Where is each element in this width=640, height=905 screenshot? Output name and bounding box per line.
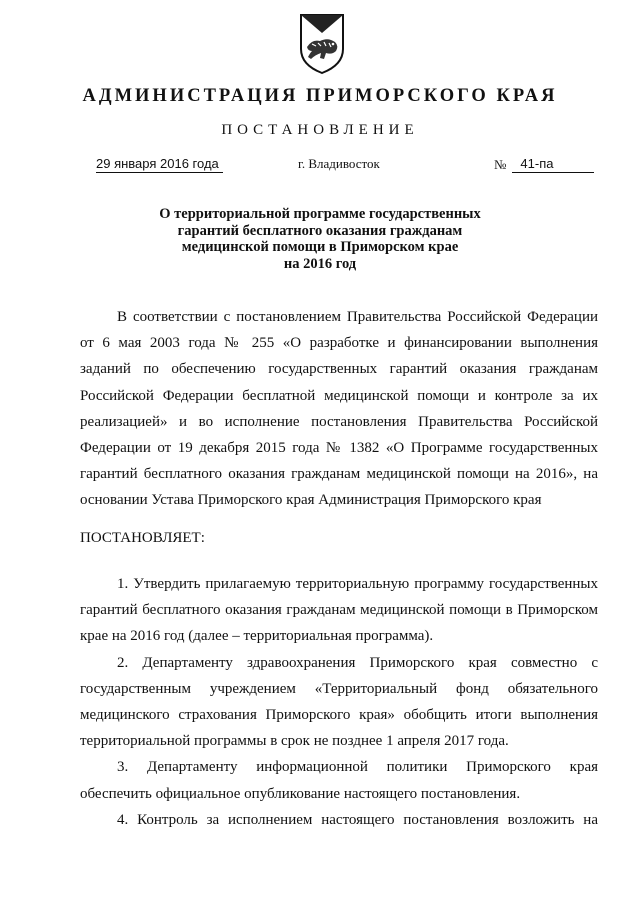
preamble-line: реализацией» и во исполнение постановления Правительства Российской	[80, 413, 598, 430]
decree-items	[80, 571, 598, 833]
preamble-line: Российской Федерации бесплатной медицинской помощи и контроле за их	[80, 387, 598, 404]
number-value: 41-па	[512, 156, 594, 173]
preamble-paragraph	[80, 304, 598, 514]
preamble-line: заданий по обеспечению государственных гарантий оказания гражданам	[80, 361, 598, 378]
preamble-line: от 6 мая 2003 года № 255 «О разработке и финансировании выполнения	[80, 335, 598, 352]
document-number	[494, 156, 594, 173]
coat-of-arms-icon	[298, 13, 346, 75]
title-line: гарантий бесплатного оказания гражданам	[177, 222, 463, 239]
number-symbol: №	[494, 157, 507, 172]
preamble-line: гарантий бесплатного оказания гражданам медицинской помощи на 2016», на	[80, 466, 598, 483]
item-1-line: гарантий бесплатного оказания гражданам медицинской помощи в Приморском	[80, 602, 598, 619]
item-2-line: территориальной программы в срок не позднее 1 апреля 2017 года.	[80, 733, 509, 750]
organization-name: АДМИНИСТРАЦИЯ ПРИМОРСКОГО КРАЯ	[82, 86, 558, 106]
item-1-line: крае на 2016 год (далее – территориальная программа).	[80, 628, 434, 645]
title-line: О территориальной программе государственных	[159, 206, 481, 222]
document-city: г. Владивосток	[298, 156, 380, 171]
preamble-line: Федерации от 19 декабря 2015 года № 1382 «О Программе государственных	[80, 440, 598, 457]
document-title	[0, 206, 640, 272]
title-line: медицинской помощи в Приморском крае	[181, 239, 459, 255]
item-3-line: обеспечить официальное опубликование настоящего постановления.	[80, 785, 521, 802]
item-1-line: 1. Утвердить прилагаемую территориальную программу государственных	[117, 576, 598, 592]
item-2-line: 2. Департаменту здравоохранения Приморского края совместно с	[117, 654, 598, 671]
item-4-line: 4. Контроль за исполнением настоящего постановления возложить на	[117, 811, 598, 828]
document-type: ПОСТАНОВЛЕНИЕ	[221, 122, 419, 138]
preamble-line: основании Устава Приморского края Администрация Приморского края	[80, 492, 542, 509]
decree-word: ПОСТАНОВЛЯЕТ:	[80, 530, 205, 546]
item-2-line: медицинского страхования Приморского края» обобщить итоги выполнения	[80, 707, 598, 724]
preamble-line: В соответствии с постановлением Правительства Российской Федерации	[117, 309, 598, 325]
document-date: 29 января 2016 года	[96, 156, 223, 173]
item-2-line: государственным учреждением «Территориальный фонд обязательного	[80, 680, 598, 697]
item-3-line: 3. Департаменту информационной политики Приморского края	[117, 759, 598, 776]
title-line: на 2016 год	[283, 255, 357, 272]
